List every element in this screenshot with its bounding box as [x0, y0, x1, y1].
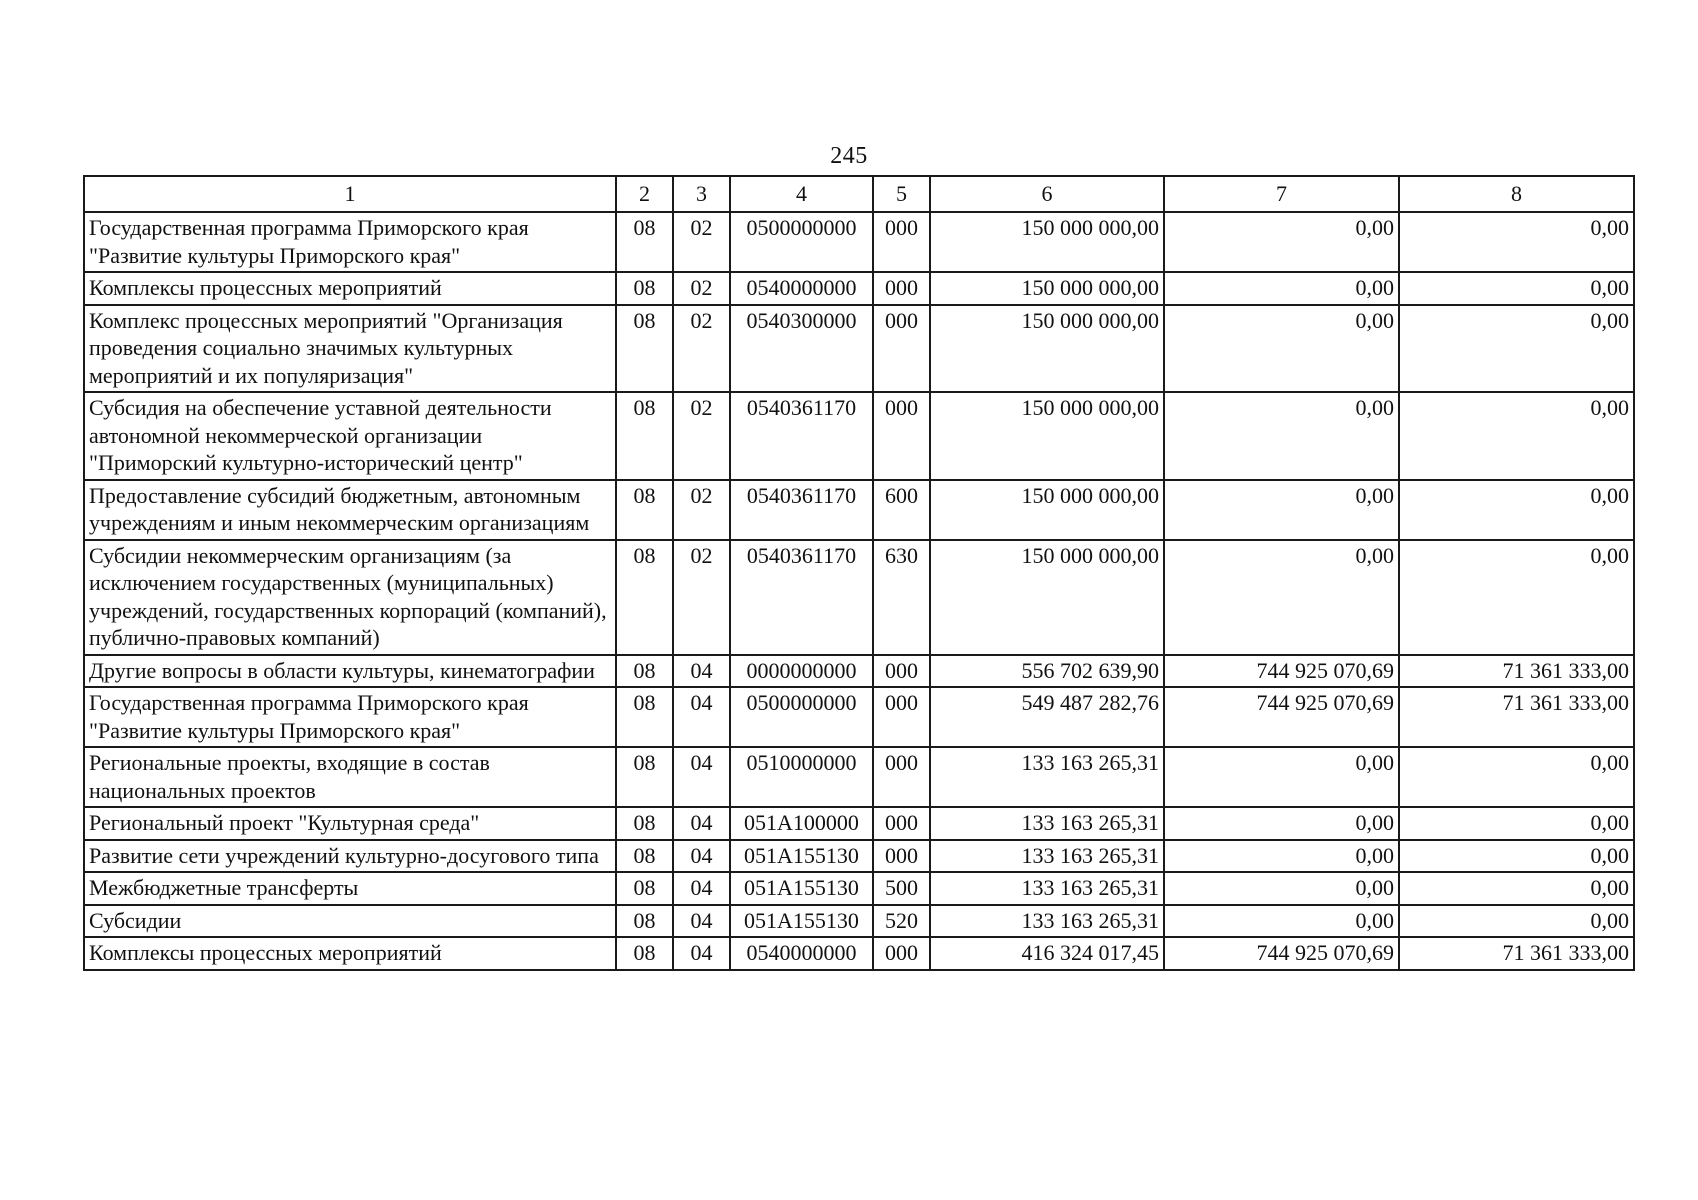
amount-col6: 133 163 265,31: [930, 840, 1164, 873]
amount-col7: 744 925 070,69: [1164, 937, 1399, 970]
amount-col8: 0,00: [1399, 840, 1634, 873]
header-cell: 8: [1399, 176, 1634, 212]
subsection-code: 02: [673, 272, 730, 305]
table-row: [84, 937, 1634, 970]
amount-col8: 71 361 333,00: [1399, 937, 1634, 970]
subsection-code: 04: [673, 655, 730, 688]
section-code: 08: [616, 807, 673, 840]
amount-col6: 133 163 265,31: [930, 905, 1164, 938]
expense-type-code: 000: [873, 212, 930, 272]
amount-col7: 0,00: [1164, 872, 1399, 905]
target-article-code: 0540361170: [730, 392, 873, 480]
expense-type-code: 520: [873, 905, 930, 938]
target-article-code: 0500000000: [730, 212, 873, 272]
header-cell: 5: [873, 176, 930, 212]
section-code: 08: [616, 687, 673, 747]
section-code: 08: [616, 872, 673, 905]
header-cell: 4: [730, 176, 873, 212]
section-code: 08: [616, 840, 673, 873]
amount-col6: 150 000 000,00: [930, 392, 1164, 480]
row-name: Межбюджетные трансферты: [84, 872, 616, 905]
subsection-code: 04: [673, 747, 730, 807]
row-name: Региональный проект "Культурная среда": [84, 807, 616, 840]
header-cell: 3: [673, 176, 730, 212]
subsection-code: 04: [673, 840, 730, 873]
target-article-code: 051A155130: [730, 840, 873, 873]
amount-col7: 0,00: [1164, 272, 1399, 305]
amount-col7: 744 925 070,69: [1164, 687, 1399, 747]
amount-col8: 0,00: [1399, 480, 1634, 540]
amount-col6: 150 000 000,00: [930, 480, 1164, 540]
amount-col8: 0,00: [1399, 807, 1634, 840]
amount-col8: 0,00: [1399, 212, 1634, 272]
amount-col6: 133 163 265,31: [930, 807, 1164, 840]
amount-col6: 150 000 000,00: [930, 212, 1164, 272]
amount-col6: 549 487 282,76: [930, 687, 1164, 747]
amount-col6: 133 163 265,31: [930, 872, 1164, 905]
row-name: Государственная программа Приморского края "Развитие культуры Приморского края": [84, 212, 616, 272]
subsection-code: 04: [673, 687, 730, 747]
target-article-code: 0000000000: [730, 655, 873, 688]
table-row: [84, 392, 1634, 480]
amount-col6: 150 000 000,00: [930, 540, 1164, 655]
amount-col7: 0,00: [1164, 840, 1399, 873]
section-code: 08: [616, 480, 673, 540]
amount-col8: 0,00: [1399, 872, 1634, 905]
subsection-code: 04: [673, 905, 730, 938]
page-number: 245: [830, 143, 868, 169]
subsection-code: 02: [673, 305, 730, 393]
target-article-code: 0540361170: [730, 540, 873, 655]
amount-col8: 0,00: [1399, 305, 1634, 393]
header-cell: 6: [930, 176, 1164, 212]
section-code: 08: [616, 305, 673, 393]
subsection-code: 02: [673, 392, 730, 480]
amount-col8: 0,00: [1399, 540, 1634, 655]
subsection-code: 04: [673, 937, 730, 970]
amount-col8: 0,00: [1399, 392, 1634, 480]
target-article-code: 0540300000: [730, 305, 873, 393]
amount-col7: 0,00: [1164, 540, 1399, 655]
header-row: [84, 176, 1634, 212]
row-name: Комплексы процессных мероприятий: [84, 272, 616, 305]
section-code: 08: [616, 392, 673, 480]
subsection-code: 04: [673, 807, 730, 840]
amount-col8: 71 361 333,00: [1399, 655, 1634, 688]
header-cell: 7: [1164, 176, 1399, 212]
amount-col7: 0,00: [1164, 305, 1399, 393]
budget-table: [83, 175, 1635, 971]
table-row: [84, 872, 1634, 905]
header-cell: 2: [616, 176, 673, 212]
row-name: Субсидии некоммерческим организациям (за исключением государственных (муниципальных) учреждений, государственных корпораций (компаний), публично-правовых компаний): [84, 540, 616, 655]
row-name: Региональные проекты, входящие в состав национальных проектов: [84, 747, 616, 807]
amount-col8: 71 361 333,00: [1399, 687, 1634, 747]
amount-col8: 0,00: [1399, 747, 1634, 807]
amount-col7: 0,00: [1164, 212, 1399, 272]
target-article-code: 051A100000: [730, 807, 873, 840]
amount-col6: 556 702 639,90: [930, 655, 1164, 688]
section-code: 08: [616, 937, 673, 970]
table-row: [84, 747, 1634, 807]
subsection-code: 02: [673, 540, 730, 655]
subsection-code: 04: [673, 872, 730, 905]
table-row: [84, 905, 1634, 938]
row-name: Субсидии: [84, 905, 616, 938]
amount-col6: 150 000 000,00: [930, 272, 1164, 305]
expense-type-code: 000: [873, 655, 930, 688]
row-name: Предоставление субсидий бюджетным, автономным учреждениям и иным некоммерческим организациям: [84, 480, 616, 540]
table-row: [84, 305, 1634, 393]
expense-type-code: 000: [873, 747, 930, 807]
amount-col6: 133 163 265,31: [930, 747, 1164, 807]
amount-col8: 0,00: [1399, 272, 1634, 305]
expense-type-code: 000: [873, 392, 930, 480]
target-article-code: 051A155130: [730, 905, 873, 938]
amount-col7: 0,00: [1164, 392, 1399, 480]
header-cell: 1: [84, 176, 616, 212]
expense-type-code: 000: [873, 687, 930, 747]
expense-type-code: 000: [873, 807, 930, 840]
amount-col6: 150 000 000,00: [930, 305, 1164, 393]
section-code: 08: [616, 272, 673, 305]
table-row: [84, 807, 1634, 840]
section-code: 08: [616, 212, 673, 272]
target-article-code: 0510000000: [730, 747, 873, 807]
target-article-code: 0540361170: [730, 480, 873, 540]
row-name: Комплексы процессных мероприятий: [84, 937, 616, 970]
section-code: 08: [616, 540, 673, 655]
amount-col7: 0,00: [1164, 747, 1399, 807]
row-name: Субсидия на обеспечение уставной деятельности автономной некоммерческой организации "Приморский культурно-исторический центр": [84, 392, 616, 480]
table-row: [84, 540, 1634, 655]
section-code: 08: [616, 747, 673, 807]
amount-col7: 0,00: [1164, 807, 1399, 840]
expense-type-code: 630: [873, 540, 930, 655]
table-row: [84, 687, 1634, 747]
amount-col7: 0,00: [1164, 480, 1399, 540]
table-row: [84, 840, 1634, 873]
table-row: [84, 212, 1634, 272]
table-row: [84, 480, 1634, 540]
amount-col7: 0,00: [1164, 905, 1399, 938]
section-code: 08: [616, 905, 673, 938]
expense-type-code: 000: [873, 937, 930, 970]
amount-col8: 0,00: [1399, 905, 1634, 938]
expense-type-code: 500: [873, 872, 930, 905]
table-row: [84, 655, 1634, 688]
table-row: [84, 272, 1634, 305]
row-name: Государственная программа Приморского края "Развитие культуры Приморского края": [84, 687, 616, 747]
subsection-code: 02: [673, 212, 730, 272]
expense-type-code: 000: [873, 272, 930, 305]
subsection-code: 02: [673, 480, 730, 540]
row-name: Комплекс процессных мероприятий "Организация проведения социально значимых культурных мероприятий и их популяризация": [84, 305, 616, 393]
target-article-code: 0540000000: [730, 272, 873, 305]
target-article-code: 0540000000: [730, 937, 873, 970]
amount-col6: 416 324 017,45: [930, 937, 1164, 970]
target-article-code: 051A155130: [730, 872, 873, 905]
section-code: 08: [616, 655, 673, 688]
row-name: Другие вопросы в области культуры, кинематографии: [84, 655, 616, 688]
row-name: Развитие сети учреждений культурно-досугового типа: [84, 840, 616, 873]
amount-col7: 744 925 070,69: [1164, 655, 1399, 688]
expense-type-code: 600: [873, 480, 930, 540]
target-article-code: 0500000000: [730, 687, 873, 747]
expense-type-code: 000: [873, 305, 930, 393]
expense-type-code: 000: [873, 840, 930, 873]
